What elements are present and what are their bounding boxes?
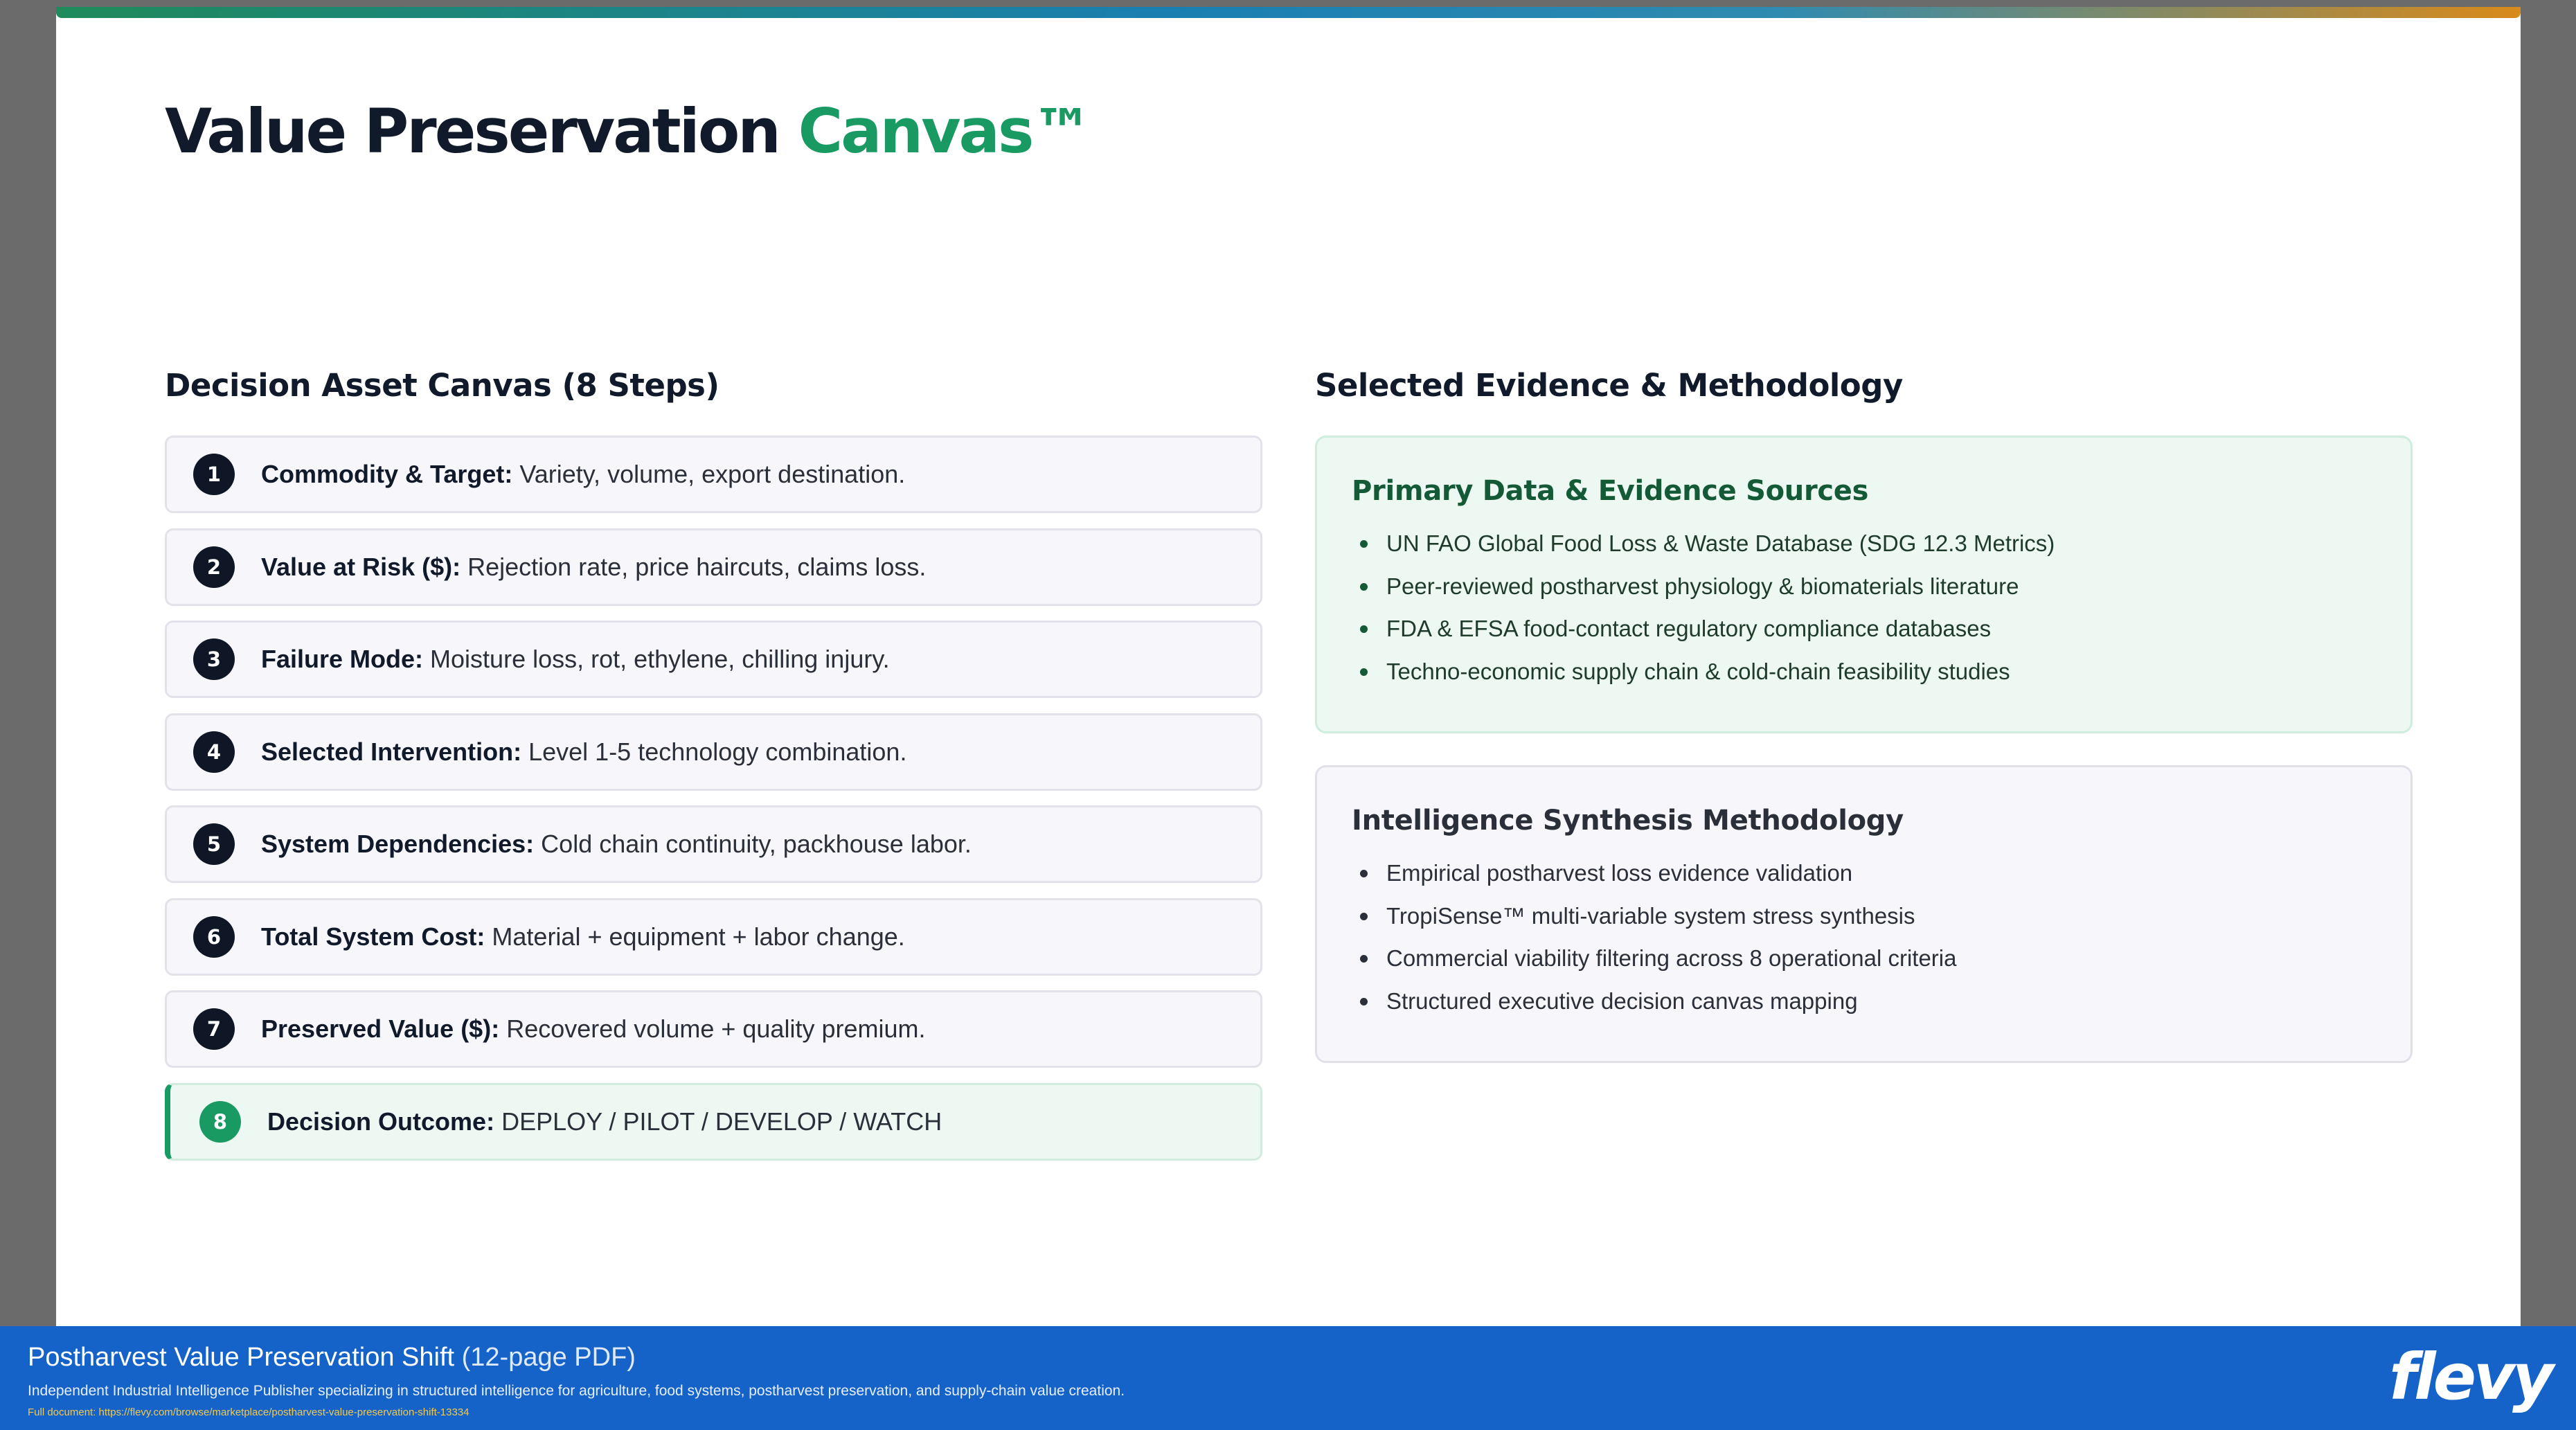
methodology-card (1315, 765, 2413, 1063)
step-label: Total System Cost: (261, 922, 485, 951)
step-row (165, 805, 1262, 883)
step-description: Recovered volume + quality premium. (506, 1015, 926, 1043)
step-text (261, 738, 906, 767)
list-item: Peer-reviewed postharvest physiology & biomaterials literature (1352, 565, 2376, 608)
step-row (165, 713, 1262, 791)
document-page-count: (12-page PDF) (461, 1343, 636, 1372)
step-label: System Dependencies: (261, 830, 535, 858)
step-label: Commodity & Target: (261, 460, 513, 488)
step-number-badge: 8 (199, 1101, 241, 1143)
title-accent: Canvas™ (798, 96, 1091, 167)
accent-bar (56, 7, 2521, 18)
step-number-badge: 2 (193, 546, 235, 588)
step-text (261, 645, 890, 674)
step-number-badge: 6 (193, 916, 235, 958)
list-item: Structured executive decision canvas mapping (1352, 980, 2376, 1023)
list-item: UN FAO Global Food Loss & Waste Database (SDG 12.3 Metrics) (1352, 522, 2376, 565)
step-number-badge: 4 (193, 731, 235, 773)
step-text (267, 1107, 942, 1136)
step-label: Failure Mode: (261, 645, 424, 673)
step-description: Level 1-5 technology combination. (528, 737, 907, 766)
list-item: FDA & EFSA food-contact regulatory compliance databases (1352, 607, 2376, 650)
step-description: Rejection rate, price haircuts, claims loss. (467, 552, 927, 581)
canvas-heading: Decision Asset Canvas (8 Steps) (165, 367, 719, 404)
evidence-sources-card (1315, 436, 2413, 733)
step-description: Material + equipment + labor change. (492, 922, 905, 951)
step-row (165, 528, 1262, 606)
evidence-heading: Selected Evidence & Methodology (1315, 367, 1903, 404)
step-text (261, 922, 905, 951)
step-list (165, 436, 1262, 1175)
page-title (165, 96, 1091, 167)
methodology-list (1352, 852, 2376, 1022)
step-row-decision-outcome (165, 1083, 1262, 1161)
step-description: Variety, volume, export destination. (519, 460, 906, 488)
step-number-badge: 7 (193, 1008, 235, 1050)
step-label: Selected Intervention: (261, 737, 522, 766)
evidence-list (1352, 522, 2376, 692)
step-text (261, 830, 972, 859)
slide (56, 7, 2521, 1326)
card-title: Primary Data & Evidence Sources (1352, 475, 1869, 507)
card-title: Intelligence Synthesis Methodology (1352, 805, 1904, 837)
step-label: Decision Outcome: (267, 1107, 495, 1136)
step-description: DEPLOY / PILOT / DEVELOP / WATCH (501, 1107, 942, 1136)
step-text (261, 553, 926, 582)
step-number-badge: 3 (193, 638, 235, 680)
document-title[interactable] (28, 1343, 636, 1373)
document-link[interactable]: Full document: https://flevy.com/browse/marketplace/postharvest-value-preservation-shift-13334 (28, 1406, 469, 1418)
list-item: Empirical postharvest loss evidence validation (1352, 852, 2376, 895)
publisher-description: Independent Industrial Intelligence Publisher specializing in structured intelligence for agriculture, food systems, postharvest preservation, and supply-chain value creation. (28, 1383, 1125, 1399)
step-row (165, 436, 1262, 513)
step-row (165, 620, 1262, 698)
list-item: Techno-economic supply chain & cold-chain feasibility studies (1352, 650, 2376, 693)
step-text (261, 460, 905, 489)
step-description: Cold chain continuity, packhouse labor. (541, 830, 972, 858)
flevy-logo[interactable]: flevy (2389, 1340, 2551, 1414)
step-number-badge: 1 (193, 454, 235, 495)
step-row (165, 898, 1262, 976)
step-row (165, 990, 1262, 1068)
document-title-text: Postharvest Value Preservation Shift (28, 1343, 455, 1372)
document-footer (0, 1326, 2576, 1430)
step-label: Value at Risk ($): (261, 552, 461, 581)
step-text (261, 1015, 925, 1044)
step-number-badge: 5 (193, 823, 235, 865)
list-item: Commercial viability filtering across 8 operational criteria (1352, 937, 2376, 980)
list-item: TropiSense™ multi-variable system stress synthesis (1352, 895, 2376, 938)
step-description: Moisture loss, rot, ethylene, chilling injury. (430, 645, 890, 673)
title-main: Value Preservation (165, 96, 779, 167)
step-label: Preserved Value ($): (261, 1015, 500, 1043)
